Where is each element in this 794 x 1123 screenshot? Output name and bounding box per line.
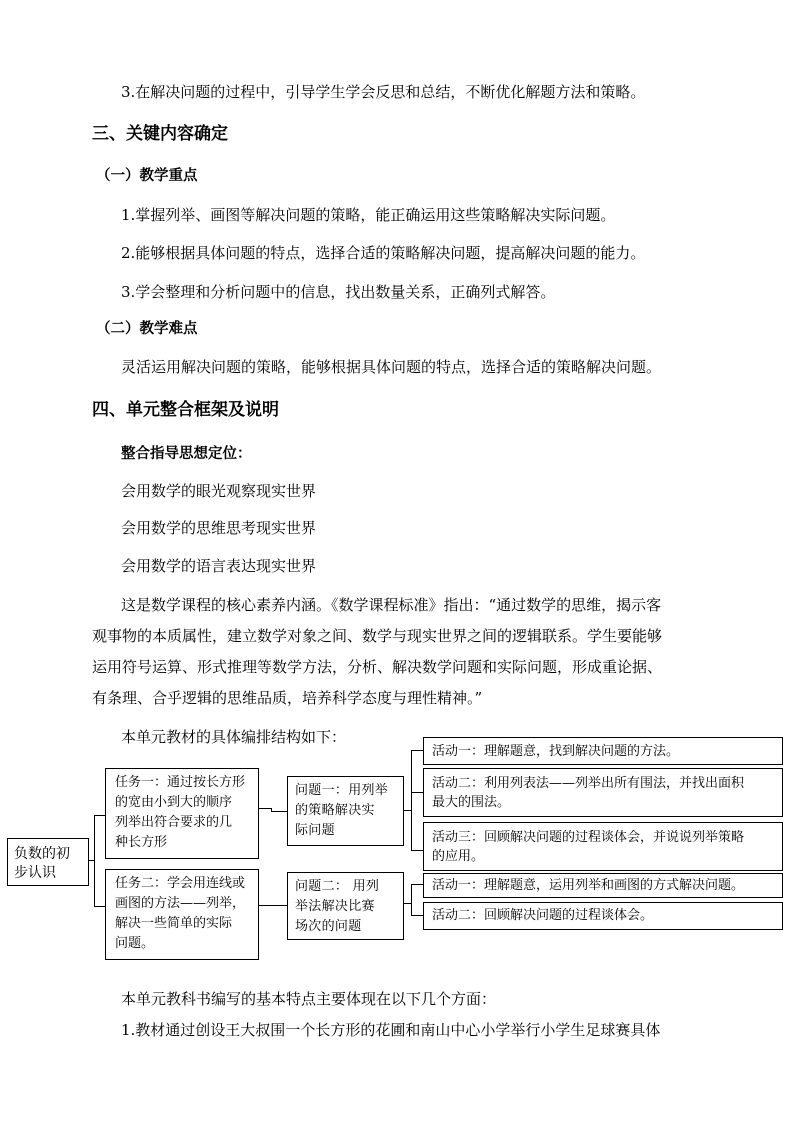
connector-line xyxy=(403,903,411,904)
focus-item-1: 1.掌握列举、画图等解决问题的策略，能正确运用这些策略解决实际问题。 xyxy=(121,206,616,224)
connector-line xyxy=(411,884,423,885)
task1-box-text: 任务一：通过按长方形 的宽由小到大的顺序 列举出符合要求的几 种长方形 xyxy=(115,775,246,850)
focus-item-3: 3.学会整理和分析问题中的信息，找出数量关系，正确列式解答。 xyxy=(121,283,556,301)
activity2-2-box xyxy=(423,902,783,930)
activity-text: 活动二：回顾解决问题的过程谈体会。 xyxy=(432,908,654,923)
connector-line xyxy=(411,915,423,916)
connector-line xyxy=(411,850,423,851)
difficulty-title: （二）教学难点 xyxy=(96,321,198,337)
connector-line xyxy=(403,810,411,811)
activity1-2-box xyxy=(423,768,783,817)
guide-line-3: 会用数学的语言表达现实世界 xyxy=(121,557,317,575)
focus-item-2: 2.能够根据具体问题的特点，选择合适的策略解决问题，提高解决问题的能力。 xyxy=(121,244,646,262)
section3-title: 三、关键内容确定 xyxy=(92,124,228,144)
connector-line xyxy=(258,808,271,809)
problem2-box-text: 问题二： 用列 举法解决比赛 场次的问题 xyxy=(295,879,380,934)
problem1-box-text: 问题一：用列举 的策略解决实 际问题 xyxy=(295,783,389,838)
focus-title: （一）教学重点 xyxy=(96,168,198,184)
task1-box xyxy=(105,768,259,859)
activity-text: 活动一：理解题意，找到解决问题的方法。 xyxy=(432,744,680,759)
section4-title: 四、单元整合框架及说明 xyxy=(92,400,279,420)
paragraph-line-2: 观事物的本质属性，建立数学对象之间、数学与现实世界之间的逻辑联系。学生要能够 xyxy=(92,627,663,645)
guide-title: 整合指导思想定位： xyxy=(121,446,252,462)
guide-line-2: 会用数学的思维思考现实世界 xyxy=(121,519,317,537)
paragraph-line-3: 运用符号运算、形式推理等数学方法，分析、解决数学问题和实际问题，形成重论据、 xyxy=(92,658,663,676)
connector-line xyxy=(94,906,105,907)
activity1-1-box xyxy=(423,737,783,765)
connector-line xyxy=(94,815,95,907)
guide-line-1: 会用数学的眼光观察现实世界 xyxy=(121,482,317,500)
task2-box xyxy=(105,869,259,960)
problem1-box xyxy=(287,776,404,846)
intro-line: 3.在解决问题的过程中，引导学生学会反思和总结，不断优化解题方法和策略。 xyxy=(121,83,646,101)
paragraph-line-1: 这是数学课程的核心素养内涵。《数学课程标准》指出：“通过数学的思维，揭示客 xyxy=(121,596,662,614)
structure-intro: 本单元教材的具体编排结构如下： xyxy=(121,728,347,746)
activity-text: 活动二：利用列表法——列举出所有围法，并找出面积 最大的围法。 xyxy=(432,776,745,810)
connector-line xyxy=(271,811,287,812)
features-intro: 本单元教科书编写的基本特点主要体现在以下几个方面： xyxy=(121,990,497,1008)
connector-line xyxy=(411,792,423,793)
connector-line xyxy=(94,815,105,816)
activity-text: 活动一：理解题意，运用列举和画图的方式解决问题。 xyxy=(432,878,745,893)
activity2-1-box xyxy=(423,873,783,898)
problem2-box xyxy=(287,872,404,940)
task2-box-text: 任务二：学会用连线或 画图的方法——列举， 解决一些简单的实际 问题。 xyxy=(115,876,246,951)
feature-1: 1.教材通过创设王大叔围一个长方形的花圃和南山中心小学举行小学生足球赛具体 xyxy=(121,1021,661,1039)
connector-line xyxy=(411,884,412,916)
activity1-3-box xyxy=(423,822,783,871)
paragraph-line-4: 有条理、合乎逻辑的思维品质，培养科学态度与理性精神。” xyxy=(92,689,483,707)
connector-line xyxy=(258,905,287,906)
root-box-text: 负数的初 步认识 xyxy=(14,846,70,881)
activity-text: 活动三：回顾解决问题的过程谈体会，并说说列举策略 的应用。 xyxy=(432,830,745,864)
root-box xyxy=(7,838,89,886)
difficulty-text: 灵活运用解决问题的策略，能够根据具体问题的特点，选择合适的策略解决问题。 xyxy=(121,358,662,376)
connector-line xyxy=(411,750,412,851)
connector-line xyxy=(411,750,423,751)
